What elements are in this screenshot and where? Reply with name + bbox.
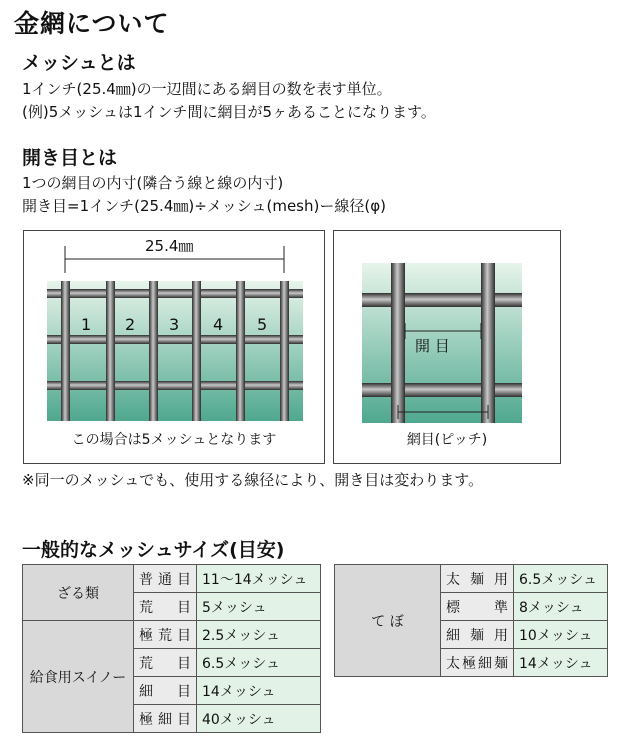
type-cell: 細麺用	[441, 621, 514, 649]
mesh-number-2: 2	[125, 315, 136, 334]
type-cell: 極細目	[134, 705, 197, 733]
type-cell: 細 目	[134, 677, 197, 705]
value-cell: 14メッシュ	[197, 677, 321, 705]
opening-heading: 開き目とは	[22, 147, 118, 169]
type-cell: 太麺用	[441, 565, 514, 593]
value-cell: 5メッシュ	[197, 593, 321, 621]
group-cell: て ぼ	[335, 565, 441, 677]
opening-line-1: 1つの網目の内寸(隣合う線と線の内寸)	[22, 174, 284, 192]
opening-description	[22, 172, 386, 218]
value-cell: 40メッシュ	[197, 705, 321, 733]
pitch-figure	[333, 230, 561, 464]
group-cell: ざる類	[23, 565, 134, 621]
mesh-count-caption: この場合は5メッシュとなります	[71, 432, 277, 448]
group-cell: 給食用スイノー	[23, 621, 134, 733]
page-title: 金網について	[14, 9, 170, 38]
value-cell: 2.5メッシュ	[197, 621, 321, 649]
opening-label: 開 目	[415, 337, 450, 355]
type-cell: 極荒目	[134, 621, 197, 649]
table-row	[335, 565, 608, 593]
value-cell: 14メッシュ	[514, 649, 608, 677]
mesh-number-3: 3	[169, 315, 180, 334]
table-row	[23, 565, 321, 593]
mesh-line-2: (例)5メッシュは1インチ間に網目が5ヶあることになります。	[22, 103, 436, 121]
type-cell: 太極細麺	[441, 649, 514, 677]
dimension-label: 25.4㎜	[145, 237, 194, 255]
mesh-line-1: 1インチ(25.4㎜)の一辺間にある網目の数を表す単位。	[22, 80, 392, 98]
mesh-number-4: 4	[213, 315, 224, 334]
sizes-heading: 一般的なメッシュサイズ(目安)	[22, 539, 285, 561]
type-cell: 荒 目	[134, 649, 197, 677]
type-cell: 標 準	[441, 593, 514, 621]
value-cell: 6.5メッシュ	[514, 565, 608, 593]
value-cell: 11〜14メッシュ	[197, 565, 321, 593]
value-cell: 10メッシュ	[514, 621, 608, 649]
note: ※同一のメッシュでも、使用する線径により、開き目は変わります。	[22, 471, 484, 489]
mesh-number-5: 5	[257, 315, 268, 334]
type-cell: 普通目	[134, 565, 197, 593]
type-cell: 荒 目	[134, 593, 197, 621]
value-cell: 8メッシュ	[514, 593, 608, 621]
mesh-heading: メッシュとは	[22, 52, 136, 74]
mesh-description	[22, 78, 436, 124]
mesh-size-table-left	[22, 564, 321, 733]
mesh-count-figure	[23, 230, 325, 464]
pitch-caption: 網目(ピッチ)	[406, 432, 488, 448]
table-row	[23, 621, 321, 649]
opening-line-2: 開き目=1インチ(25.4㎜)÷メッシュ(mesh)ー線径(φ)	[22, 197, 386, 215]
value-cell: 6.5メッシュ	[197, 649, 321, 677]
mesh-number-1: 1	[81, 315, 92, 334]
mesh-size-table-right	[334, 564, 608, 677]
